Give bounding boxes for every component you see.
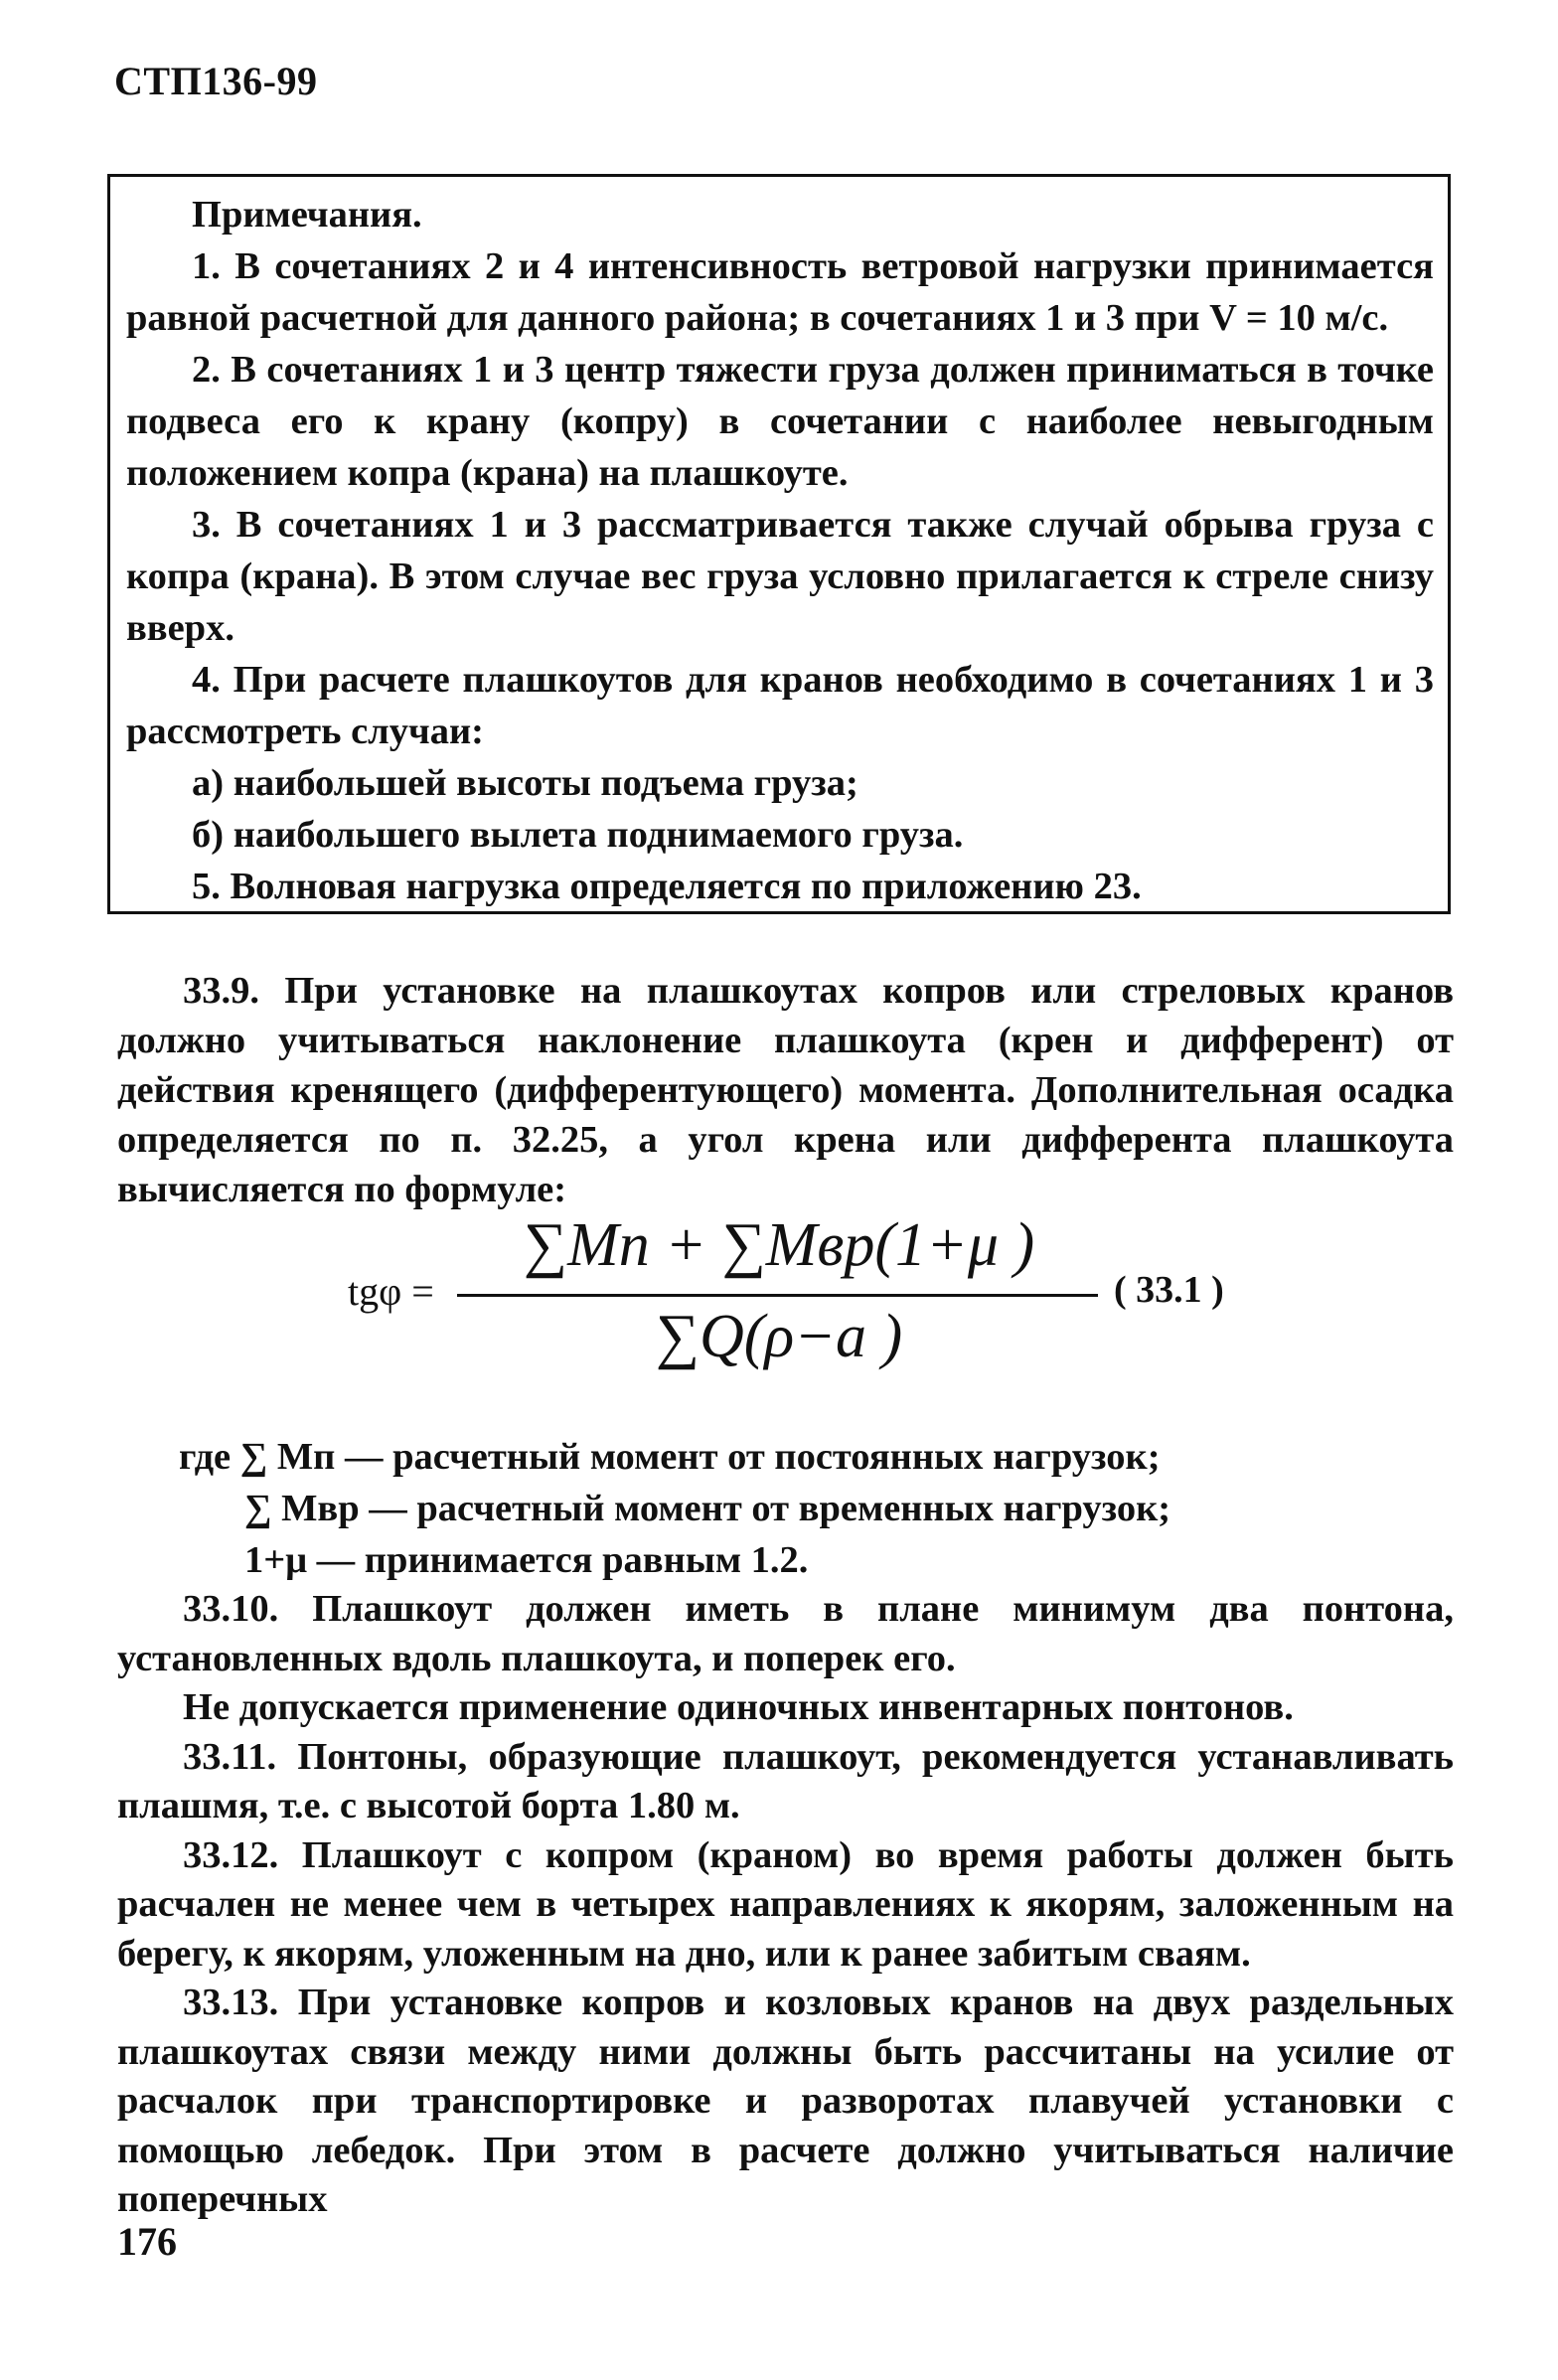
- note-item-5: 5. Волновая нагрузка определяется по приложению 23.: [192, 866, 1142, 907]
- paragraph-33-13: 33.13. При установке копров и козловых кранов на двух раздельных плашкоутах связи между ними должны быть рассчитаны на усилие от расчалок при транспортировке и разворотах плавучей установки с помощью лебедок. При этом в расчете должно учитываться наличие поперечных: [117, 1982, 1454, 2220]
- note-item-2: 2. В сочетаниях 1 и 3 центр тяжести груза должен приниматься в точке подвеса его к крану (копру) в сочетании с наиболее невыгодным положением копра (крана) на плашкоуте.: [126, 349, 1434, 494]
- formula-denominator: ∑Q(ρ−a ): [655, 1303, 903, 1370]
- legend-line-1: где ∑ Mп — расчетный момент от постоянных нагрузок;: [179, 1436, 1161, 1478]
- notes-content: [126, 189, 1434, 912]
- notes-title: Примечания.: [192, 194, 422, 236]
- note-item-3: 3. В сочетаниях 1 и 3 рассматривается также случай обрыва груза с копра (крана). В этом случае вес груза условно прилагается к стреле снизу вверх.: [126, 504, 1434, 649]
- legend-line-2: ∑ Mвр — расчетный момент от временных нагрузок;: [244, 1488, 1171, 1529]
- fraction-bar: [457, 1294, 1098, 1297]
- note-subitem-a: а) наибольшей высоты подъема груза;: [192, 762, 858, 804]
- paragraph-not-allowed: Не допускается применение одиночных инвентарных понтонов.: [183, 1686, 1294, 1728]
- note-item-4: 4. При расчете плашкоутов для кранов необходимо в сочетаниях 1 и 3 рассмотреть случаи:: [126, 659, 1434, 752]
- notes-box: [107, 174, 1451, 914]
- legend-line-3: 1+μ — принимается равным 1.2.: [244, 1539, 809, 1581]
- note-item-1: 1. В сочетаниях 2 и 4 интенсивность ветровой нагрузки принимается равной расчетной для данного района; в сочетаниях 1 и 3 при V = 10 м/с.: [126, 245, 1434, 339]
- paragraph-33-10: 33.10. Плашкоут должен иметь в плане минимум два понтона, установленных вдоль плашкоута, и поперек его.: [117, 1588, 1454, 1679]
- paragraph-33-9: 33.9. При установке на плашкоутах копров или стреловых кранов должно учитываться наклонение плашкоута (крен и дифферент) от действия кренящего (дифферентующего) момента. Дополнительная осадка определяется по п. 32.25, а угол крена или дифферента плашкоута вычисляется по формуле:: [117, 970, 1454, 1210]
- section-33-9: [117, 966, 1454, 1214]
- formula-number: ( 33.1 ): [1114, 1269, 1224, 1311]
- formula-33-1: [117, 1210, 1454, 1397]
- page-number: 176: [117, 2219, 177, 2264]
- formula-legend: [117, 1431, 1454, 1586]
- formula-lhs: tgφ =: [348, 1269, 434, 1314]
- formula-numerator: ∑Mп + ∑Mвр(1+μ ): [523, 1211, 1035, 1279]
- note-subitem-b: б) наибольшего вылета поднимаемого груза.: [192, 814, 964, 856]
- document-code-header: СТП136-99: [114, 59, 318, 103]
- body-paragraphs: [117, 1585, 1454, 2225]
- paragraph-33-12: 33.12. Плашкоут с копром (краном) во время работы должен быть расчален не менее чем в четырех направлениях к якорям, заложенным на берегу, к якорям, уложенным на дно, или к ранее забитым сваям.: [117, 1833, 1454, 1975]
- paragraph-33-11: 33.11. Понтоны, образующие плашкоут, рекомендуется устанавливать плашмя, т.е. с высотой борта 1.80 м.: [117, 1735, 1454, 1826]
